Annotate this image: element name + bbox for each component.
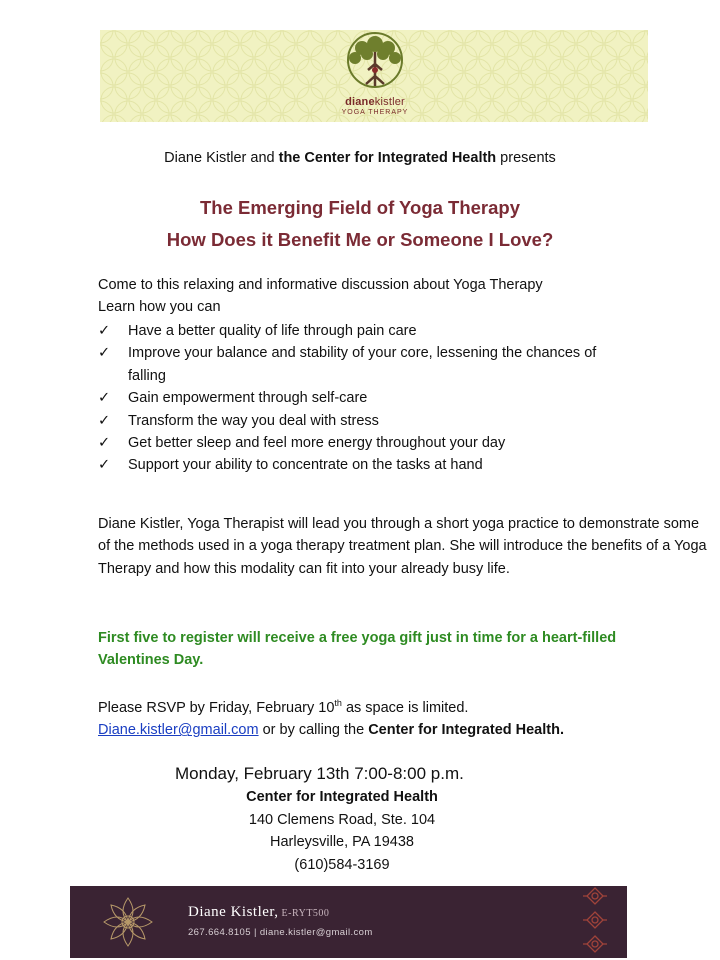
logo [330, 30, 420, 122]
check-icon: ✓ [98, 323, 111, 339]
lotus-mandala-icon [100, 894, 156, 950]
intro-line-1: Come to this relaxing and informative discussion about Yoga Therapy [98, 277, 543, 293]
footer-banner [70, 886, 627, 958]
venue-address-2: Harleysville, PA 19438 [269, 834, 414, 850]
list-item: ✓ Support your ability to concentrate on the tasks at hand [98, 454, 658, 476]
check-icon: ✓ [98, 412, 111, 429]
rsvp-line-1: Please RSVP by Friday, February 10th as space is limited. [98, 698, 469, 716]
tree-of-life-icon [330, 30, 420, 96]
benefits-list [98, 320, 658, 477]
title-line-1: The Emerging Field of Yoga Therapy [199, 197, 521, 218]
logo-subtitle: YOGA THERAPY [341, 109, 409, 116]
rsvp-line-2: Diane.kistler@gmail.com or by calling the Center for Integrated Health. [98, 722, 564, 739]
list-item: ✓ Transform the way you deal with stress [98, 410, 658, 432]
list-item: ✓ Gain empowerment through self-care [98, 387, 658, 409]
promo-text: First five to register will receive a free yoga gift just in time for a heart-filled Valentines Day. [98, 630, 617, 669]
logo-name: dianekistler [345, 96, 405, 108]
check-icon: ✓ [98, 457, 111, 474]
footer-name: Diane Kistler, E-RYT500 [188, 904, 330, 920]
email-link[interactable]: Diane.kistler@gmail.com [98, 722, 259, 739]
decorative-pattern-icon [570, 886, 620, 958]
check-icon: ✓ [98, 390, 111, 407]
intro-line-2: Learn how you can [98, 299, 221, 315]
list-item: ✓ Improve your balance and stability of your core, lessening the chances of falling [98, 342, 618, 387]
venue-phone: (610)584-3169 [294, 857, 390, 873]
list-item: ✓ Have a better quality of life through pain care [98, 320, 658, 342]
description-paragraph: Diane Kistler, Yoga Therapist will lead you through a short yoga practice to demonstrate some of the methods used in a yoga therapy treatment plan. She will introduce the benefits of a Yoga Therapy and how this modality can fit into your already busy life. [98, 516, 707, 577]
venue-name: Center for Integrated Health [246, 789, 438, 805]
rsvp-block [98, 692, 698, 742]
event-date: Monday, February 13th 7:00-8:00 p.m. [175, 764, 464, 783]
list-item: ✓ Get better sleep and feel more energy throughout your day [98, 432, 658, 454]
venue-address-1: 140 Clemens Road, Ste. 104 [248, 812, 436, 828]
check-icon: ✓ [98, 435, 111, 452]
presents-line: Diane Kistler and the Center for Integrated Health presents [164, 150, 556, 166]
title-line-2: How Does it Benefit Me or Someone I Love? [166, 229, 554, 250]
check-icon: ✓ [98, 345, 111, 362]
footer-contact: 267.664.8105 | diane.kistler@gmail.com [188, 927, 373, 938]
